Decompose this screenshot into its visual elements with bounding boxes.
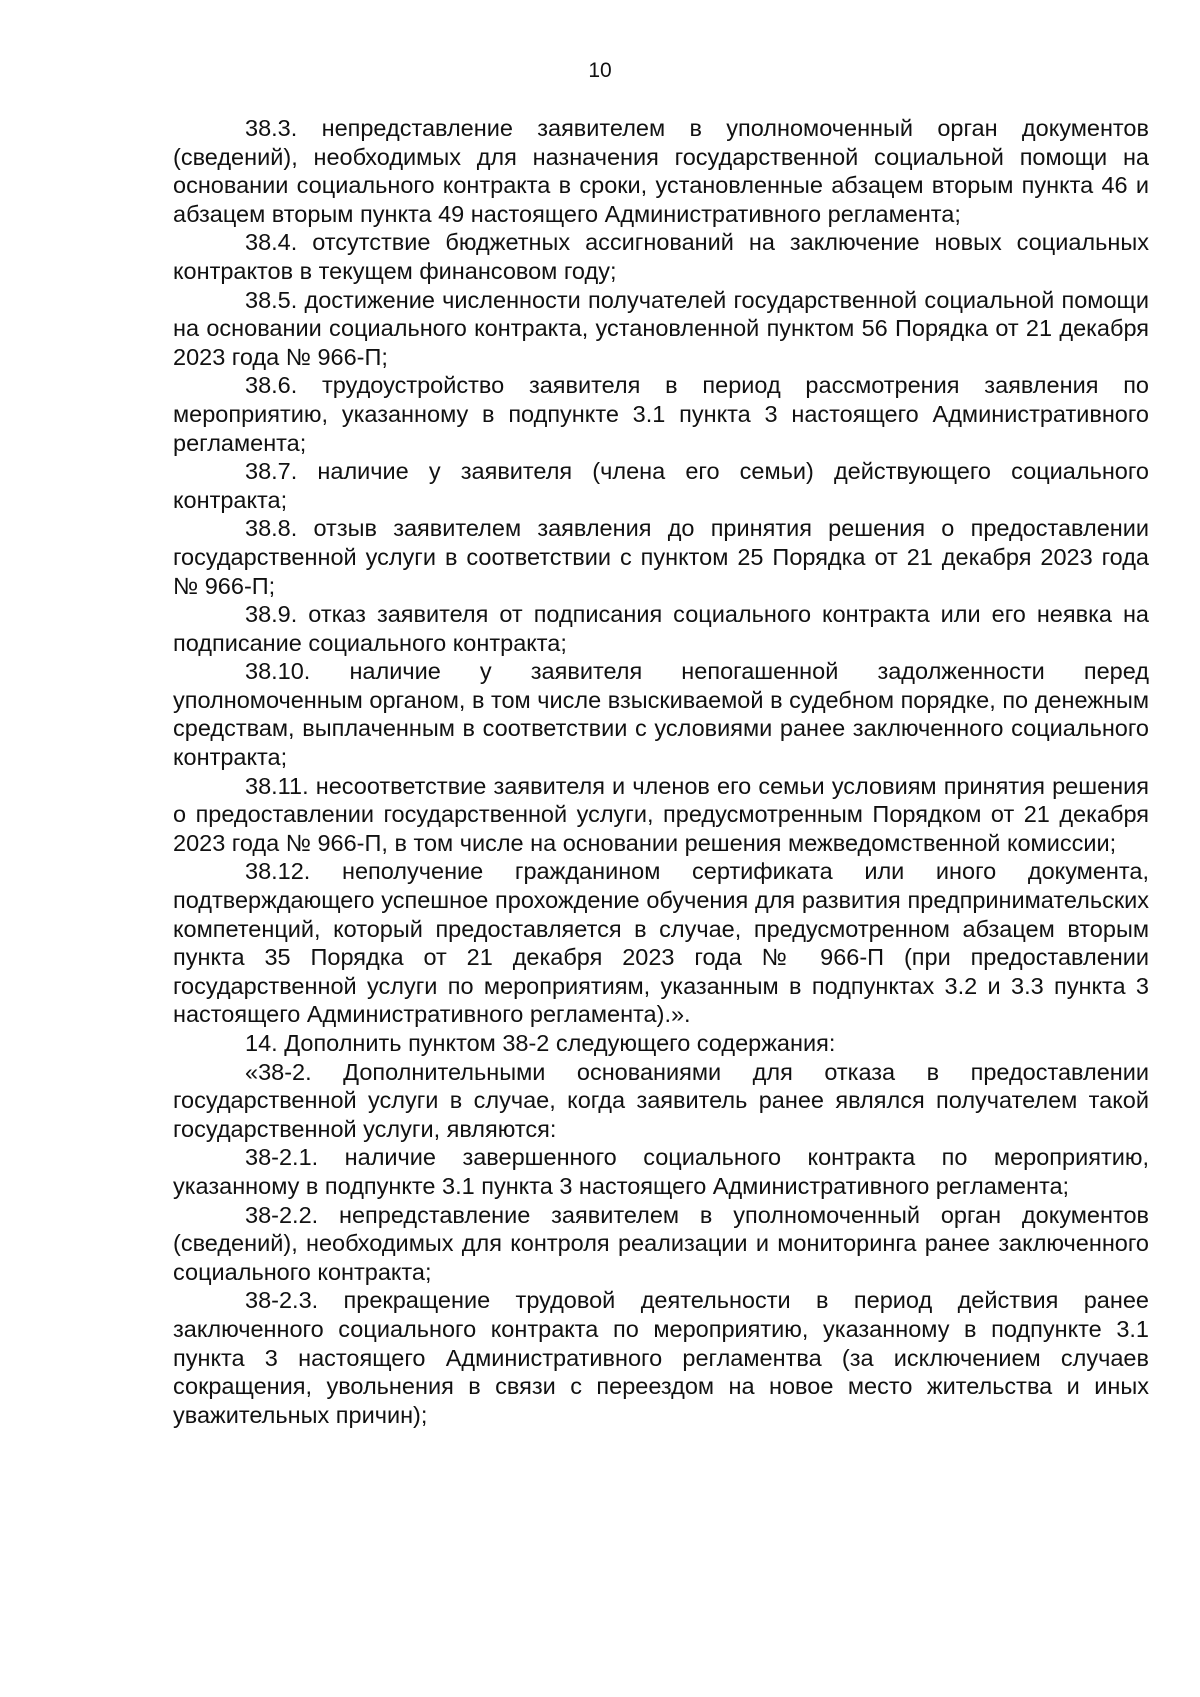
paragraph-38-9: 38.9. отказ заявителя от подписания социального контракта или его неявка на подписание социального контракта; — [173, 601, 1149, 656]
paragraph-38-8: 38.8. отзыв заявителем заявления до принятия решения о предоставлении государственной услуги в соответствии с пунктом 25 Порядка от 21 декабря 2023 года № 966-П; — [173, 515, 1149, 599]
paragraph-38-5: 38.5. достижение численности получателей государственной социальной помощи на основании социального контракта, установленной пунктом 56 Порядка от 21 декабря 2023 года № 966-П; — [173, 286, 1149, 370]
paragraph-38-3: 38.3. непредставление заявителем в уполномоченный орган документов (сведений), необходимых для назначения государственной социальной помощи на основании социального контракта в сроки, установленные абзацем вторым пункта 46 и абзацем вторым пункта 49 настоящего Административного регламента; — [173, 115, 1149, 227]
paragraph-38-2: «38-2. Дополнительными основаниями для отказа в предоставлении государственной услуги в случае, когда заявитель ранее являлся получателем такой государственной услуги, являются: — [173, 1058, 1149, 1142]
paragraph-38-2-3: 38-2.3. прекращение трудовой деятельности в период действия ранее заключенного социального контракта по мероприятию, указанному в подпункте 3.1 пункта 3 настоящего Административного регламентва (за исключением случаев сокращения, увольнения в связи с переездом на новое место жительства и иных уважительных причин); — [173, 1287, 1149, 1428]
paragraph-38-12: 38.12. неполучение гражданином сертификата или иного документа, подтверждающего успешное прохождение обучения для развития предпринимательских компетенций, который предоставляется в случае, предусмотренном абзацем вторым пункта 35 Порядка от 21 декабря 2023 года № 966-П (при предоставлении государственной услуги по мероприятиям, указанным в подпунктах 3.2 и 3.3 пункта 3 настоящего Административного регламента).». — [173, 858, 1149, 1028]
page-number: 10 — [588, 59, 612, 82]
paragraph-38-11: 38.11. несоответствие заявителя и членов его семьи условиям принятия решения о предоставлении государственной услуги, предусмотренным Порядком от 21 декабря 2023 года № 966-П, в том числе на основании решения межведомственной комиссии; — [173, 772, 1149, 856]
paragraph-38-2-1: 38-2.1. наличие завершенного социального контракта по мероприятию, указанному в подпункте 3.1 пункта 3 настоящего Административного регламента; — [173, 1144, 1149, 1199]
paragraph-38-2-2: 38-2.2. непредставление заявителем в уполномоченный орган документов (сведений), необходимых для контроля реализации и мониторинга ранее заключенного социального контракта; — [173, 1201, 1149, 1285]
paragraph-38-6: 38.6. трудоустройство заявителя в период рассмотрения заявления по мероприятию, указанному в подпункте 3.1 пункта 3 настоящего Административного регламента; — [173, 372, 1149, 456]
paragraph-14: 14. Дополнить пунктом 38-2 следующего содержания: — [245, 1030, 836, 1056]
paragraph-38-10: 38.10. наличие у заявителя непогашенной задолженности перед уполномоченным органом, в том числе взыскиваемой в судебном порядке, по денежным средствам, выплаченным в соответствии с условиями ранее заключенного социального контракта; — [173, 658, 1149, 771]
document-body — [173, 114, 1149, 1429]
paragraph-38-4: 38.4. отсутствие бюджетных ассигнований на заключение новых социальных контрактов в текущем финансовом году; — [173, 229, 1149, 284]
paragraph-38-7: 38.7. наличие у заявителя (члена его семьи) действующего социального контракта; — [173, 458, 1149, 513]
